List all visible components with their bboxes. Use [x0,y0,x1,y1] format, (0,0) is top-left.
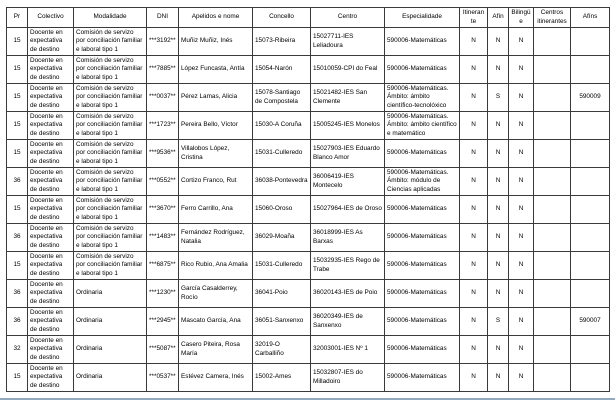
column-header-especialidade: Especialidade [385,8,460,28]
cell-afin: N [488,336,509,364]
table-row [7,112,610,140]
cell-centro: 15027711-IES Leliadoura [311,28,385,56]
cell-itinerante: N [460,140,488,168]
cell-afin: N [488,280,509,308]
cell-concello: 15078-Santiago de Compostela [253,84,311,112]
cell-colectivo: Docente en expectativa de destino [28,252,74,280]
cell-pr: 15 [7,140,28,168]
cell-afin: N [488,112,509,140]
cell-dni: ***0537** [147,364,179,392]
column-header-concello: Concello [253,8,311,28]
cell-afin: N [488,252,509,280]
cell-bilingue: N [509,336,534,364]
cell-afins [571,336,610,364]
cell-afins [571,168,610,196]
cell-afin: S [488,308,509,336]
table-row [7,56,610,84]
cell-centros_itinerantes [534,364,571,392]
cell-centro: 15027903-IES Eduardo Blanco Amor [311,140,385,168]
cell-itinerante: N [460,252,488,280]
cell-pr: 32 [7,336,28,364]
column-header-afins: Afíns [571,8,610,28]
cell-modalidade: Comisión de servizo por conciliación familiar e laboral tipo 1 [74,224,147,252]
cell-dni: ***7885** [147,56,179,84]
header-row [7,8,610,28]
cell-afins [571,280,610,308]
cell-apelidos_e_nome: Ferro Carrillo, Ana [179,196,253,224]
column-header-pr: Pr [7,8,28,28]
cell-bilingue: N [509,252,534,280]
cell-bilingue: N [509,112,534,140]
cell-centro: 15032935-IES Rego de Trabe [311,252,385,280]
cell-especialidade: 590006-Matemáticas [385,280,460,308]
table-row [7,252,610,280]
column-header-colectivo: Colectivo [28,8,74,28]
cell-concello: 36038-Pontevedra [253,168,311,196]
cell-colectivo: Docente en expectativa de destino [28,336,74,364]
cell-pr: 15 [7,56,28,84]
column-header-bilingue: Bilingüe [509,8,534,28]
cell-itinerante: N [460,308,488,336]
cell-pr: 36 [7,308,28,336]
cell-pr: 15 [7,28,28,56]
table-row [7,224,610,252]
cell-especialidade: 590006-Matemáticas [385,196,460,224]
table-row [7,336,610,364]
cell-centros_itinerantes [534,84,571,112]
cell-afin: N [488,196,509,224]
cell-apelidos_e_nome: Pérez Lamas, Alicia [179,84,253,112]
cell-concello: 15054-Narón [253,56,311,84]
cell-modalidade: Comisión de servizo por conciliación familiar e laboral tipo 1 [74,112,147,140]
cell-centro: 36020349-IES de Sanxenxo [311,308,385,336]
cell-apelidos_e_nome: Villalobos López, Cristina [179,140,253,168]
cell-dni: ***2945** [147,308,179,336]
cell-bilingue: N [509,364,534,392]
cell-centros_itinerantes [534,140,571,168]
cell-concello: 15030-A Coruña [253,112,311,140]
cell-colectivo: Docente en expectativa de destino [28,84,74,112]
cell-modalidade: Comisión de servizo por conciliación familiar e laboral tipo 1 [74,140,147,168]
cell-pr: 15 [7,252,28,280]
cell-centro: 15005245-IES Monelos [311,112,385,140]
cell-centros_itinerantes [534,280,571,308]
cell-centro: 15021482-IES San Clemente [311,84,385,112]
cell-concello: 36051-Sanxenxo [253,308,311,336]
table-row [7,28,610,56]
cell-centro: 15032807-IES do Milladoiro [311,364,385,392]
column-header-apelidos_e_nome: Apelidos e nome [179,8,253,28]
cell-afin: N [488,56,509,84]
cell-apelidos_e_nome: Mascato García, Ana [179,308,253,336]
cell-apelidos_e_nome: López Funcasta, Antía [179,56,253,84]
column-header-centros_itinerantes: Centros itinerantes [534,8,571,28]
cell-modalidade: Comisión de servizo por conciliación familiar e laboral tipo 1 [74,84,147,112]
cell-centros_itinerantes [534,112,571,140]
cell-modalidade: Ordinaria [74,336,147,364]
cell-bilingue: N [509,168,534,196]
cell-colectivo: Docente en expectativa de destino [28,28,74,56]
cell-especialidade: 590006-Matemáticas [385,308,460,336]
cell-especialidade: 590006-Matemáticas [385,56,460,84]
cell-pr: 15 [7,364,28,392]
cell-centro: 32003001-IES Nº 1 [311,336,385,364]
table-body [7,28,610,392]
cell-bilingue: N [509,224,534,252]
cell-itinerante: N [460,280,488,308]
cell-apelidos_e_nome: Estévez Camera, Inés [179,364,253,392]
cell-afins [571,364,610,392]
cell-centro: 36006419-IES Montecelo [311,168,385,196]
table-row [7,196,610,224]
cell-bilingue: N [509,196,534,224]
column-header-itinerante: Itinerante [460,8,488,28]
cell-especialidade: 590006-Matemáticas [385,140,460,168]
cell-especialidade: 590006-Matemáticas [385,364,460,392]
cell-afins [571,224,610,252]
page-bottom-rule [0,398,615,400]
cell-centros_itinerantes [534,252,571,280]
table-row [7,364,610,392]
cell-itinerante: N [460,56,488,84]
cell-concello: 32019-O Carballiño [253,336,311,364]
cell-dni: ***1483** [147,224,179,252]
cell-colectivo: Docente en expectativa de destino [28,280,74,308]
cell-dni: ***3192** [147,28,179,56]
cell-centros_itinerantes [534,28,571,56]
cell-dni: ***0552** [147,168,179,196]
cell-centros_itinerantes [534,196,571,224]
cell-pr: 36 [7,168,28,196]
cell-pr: 15 [7,84,28,112]
cell-modalidade: Ordinaria [74,308,147,336]
cell-pr: 15 [7,112,28,140]
cell-afins [571,56,610,84]
table-row [7,84,610,112]
cell-centro: 15010059-CPI do Feal [311,56,385,84]
cell-itinerante: N [460,336,488,364]
cell-dni: ***5087** [147,336,179,364]
cell-especialidade: 590006-Matemáticas [385,224,460,252]
cell-itinerante: N [460,28,488,56]
cell-itinerante: N [460,84,488,112]
column-header-dni: DNI [147,8,179,28]
cell-afin: S [488,84,509,112]
cell-concello: 36029-Moaña [253,224,311,252]
cell-bilingue: N [509,84,534,112]
cell-bilingue: N [509,308,534,336]
cell-afins [571,140,610,168]
cell-modalidade: Comisión de servizo por conciliación familiar e laboral tipo 1 [74,28,147,56]
cell-afin: N [488,140,509,168]
cell-apelidos_e_nome: Fernández Rodríguez, Natalia [179,224,253,252]
cell-colectivo: Docente en expectativa de destino [28,224,74,252]
cell-centros_itinerantes [534,168,571,196]
table-row [7,280,610,308]
table-row [7,168,610,196]
cell-itinerante: N [460,224,488,252]
cell-bilingue: N [509,28,534,56]
cell-afins [571,252,610,280]
cell-colectivo: Docente en expectativa de destino [28,308,74,336]
cell-centros_itinerantes [534,336,571,364]
cell-especialidade: 590006-Matemáticas [385,336,460,364]
cell-pr: 15 [7,196,28,224]
cell-bilingue: N [509,56,534,84]
cell-concello: 15073-Ribeira [253,28,311,56]
cell-dni: ***9536** [147,140,179,168]
cell-afins [571,196,610,224]
cell-itinerante: N [460,168,488,196]
cell-bilingue: N [509,140,534,168]
table-header [7,8,610,28]
cell-especialidade: 590006-Matemáticas [385,252,460,280]
cell-concello: 15002-Ames [253,364,311,392]
cell-afins: 590007 [571,308,610,336]
cell-centro: 15027964-IES de Oroso [311,196,385,224]
cell-apelidos_e_nome: García Casalderrey, Rocío [179,280,253,308]
cell-colectivo: Docente en expectativa de destino [28,196,74,224]
cell-apelidos_e_nome: Muñiz Muñiz, Inés [179,28,253,56]
cell-itinerante: N [460,364,488,392]
cell-dni: ***1230** [147,280,179,308]
cell-especialidade: 590006-Matemáticas [385,28,460,56]
cell-modalidade: Ordinaria [74,280,147,308]
column-header-modalidade: Modalidade [74,8,147,28]
cell-dni: ***6875** [147,252,179,280]
cell-dni: ***1723** [147,112,179,140]
cell-colectivo: Docente en expectativa de destino [28,112,74,140]
table-row [7,308,610,336]
cell-modalidade: Comisión de servizo por conciliación familiar e laboral tipo 1 [74,56,147,84]
cell-bilingue: N [509,280,534,308]
cell-afin: N [488,364,509,392]
assignments-table [6,7,610,392]
cell-apelidos_e_nome: Rico Rubio, Ana Amalia [179,252,253,280]
cell-afin: N [488,224,509,252]
cell-colectivo: Docente en expectativa de destino [28,56,74,84]
cell-colectivo: Docente en expectativa de destino [28,168,74,196]
cell-centro: 36018999-IES As Barxas [311,224,385,252]
cell-modalidade: Ordinaria [74,364,147,392]
table-row [7,140,610,168]
cell-apelidos_e_nome: Cortizo Franco, Rut [179,168,253,196]
cell-concello: 15060-Oroso [253,196,311,224]
cell-afins [571,112,610,140]
column-header-afin: Afín [488,8,509,28]
cell-modalidade: Comisión de servizo por conciliación familiar e laboral tipo 1 [74,168,147,196]
cell-itinerante: N [460,196,488,224]
cell-dni: ***0037** [147,84,179,112]
cell-modalidade: Comisión de servizo por conciliación familiar e laboral tipo 1 [74,196,147,224]
column-header-centro: Centro [311,8,385,28]
cell-apelidos_e_nome: Casero Piteira, Rosa María [179,336,253,364]
cell-afin: N [488,28,509,56]
cell-especialidade: 590006-Matemáticas. Ámbito: ámbito científico-tecnolóxico [385,84,460,112]
cell-pr: 36 [7,280,28,308]
cell-apelidos_e_nome: Pereira Bello, Víctor [179,112,253,140]
cell-centro: 36020143-IES de Poio [311,280,385,308]
cell-colectivo: Docente en expectativa de destino [28,364,74,392]
cell-centros_itinerantes [534,56,571,84]
cell-modalidade: Comisión de servizo por conciliación familiar e laboral tipo 1 [74,252,147,280]
cell-afins [571,28,610,56]
cell-concello: 15031-Culleredo [253,140,311,168]
cell-especialidade: 590006-Matemáticas. Ámbito: módulo de Ciencias aplicadas [385,168,460,196]
cell-centros_itinerantes [534,224,571,252]
cell-colectivo: Docente en expectativa de destino [28,140,74,168]
cell-pr: 36 [7,224,28,252]
cell-afins: 590009 [571,84,610,112]
cell-especialidade: 590006-Matemáticas. Ámbito: ámbito científico e matemático [385,112,460,140]
cell-itinerante: N [460,112,488,140]
cell-concello: 15031-Culleredo [253,252,311,280]
cell-centros_itinerantes [534,308,571,336]
cell-concello: 36041-Poio [253,280,311,308]
cell-dni: ***3670** [147,196,179,224]
cell-afin: N [488,168,509,196]
